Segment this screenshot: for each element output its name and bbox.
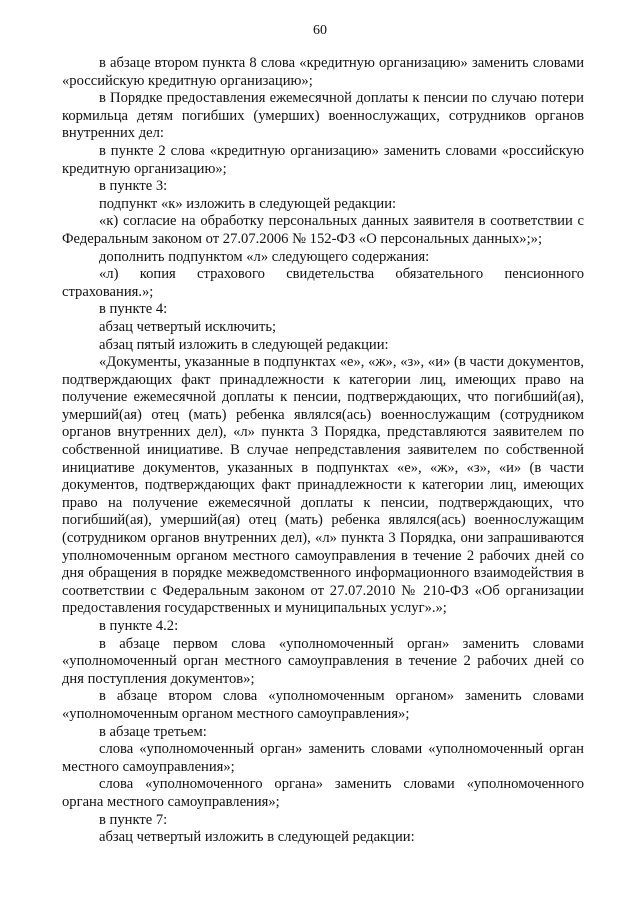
paragraph: в Порядке предоставления ежемесячной доплаты к пенсии по случаю потери кормильца детям погибших (умерших) военнослужащих, сотрудников органов внутренних дел: xyxy=(62,90,584,142)
paragraph: абзац пятый изложить в следующей редакции: xyxy=(99,336,389,353)
paragraph: в пункте 2 слова «кредитную организацию» заменить словами «российскую кредитную организацию»; xyxy=(62,142,584,177)
paragraph: слова «уполномоченный орган» заменить словами «уполномоченный орган местного самоуправления»; xyxy=(62,741,584,775)
paragraph: в пункте 3: xyxy=(99,178,168,195)
page-number: 60 xyxy=(313,23,327,38)
paragraph: в пункте 4: xyxy=(99,301,168,318)
paragraph: в абзаце втором слова «уполномоченным органом» заменить словами «уполномоченным органом местного самоуправления»; xyxy=(62,688,584,722)
paragraph: в абзаце третьем: xyxy=(99,723,207,740)
paragraph: абзац четвертый изложить в следующей редакции: xyxy=(99,829,415,846)
paragraph: абзац четвертый исключить; xyxy=(99,318,277,335)
paragraph: «Документы, указанные в подпунктах «е», «ж», «з», «и» (в части документов, подтверждающих факт принадлежности к категории лиц, имеющих право на получение ежемесячной доплаты к пенсии, подтверждающих, что погибший(ая), умерший(ая) отец (мать) ребенка являлся(ась) военнослужащим (сотрудником органов внутренних дел), «л» пункта 3 Порядка, представляются заявителем по собственной инициативе. В случае непредставления заявителем по собственной инициативе документов, указанных в подпунктах «е», «ж», «з», «и» (в части документов, подтверждающих факт принадлежности к категории лиц, имеющих право на получение ежемесячной доплаты к пенсии, подтверждающих, что погибший(ая), умерший(ая) отец (мать) ребенка являлся(ась) военнослужащим (сотрудником органов внутренних дел), «л» пункта 3 Порядка, они запрашиваются уполномоченным органом местного самоуправления в течение 2 рабочих дней со дня обращения в порядке межведомственного информационного взаимодействия в соответствии с Федеральным законом от 27.07.2010 № 210-ФЗ «Об организации предоставления государственных и муниципальных услуг».»; xyxy=(62,354,584,617)
paragraph: «к) согласие на обработку персональных данных заявителя в соответствии с Федеральным законом от 27.07.2006 № 152-ФЗ «О персональных данных»;»; xyxy=(62,213,584,247)
document-body xyxy=(62,55,584,847)
paragraph: дополнить подпунктом «л» следующего содержания: xyxy=(99,248,430,265)
paragraph: подпункт «к» изложить в следующей редакции: xyxy=(99,195,397,212)
paragraph: в пункте 4.2: xyxy=(99,618,179,634)
paragraph: «л) копия страхового свидетельства обязательного пенсионного страхования.»; xyxy=(62,266,584,300)
paragraph: в пункте 7: xyxy=(99,811,168,828)
paragraph: в абзаце первом слова «уполномоченный орган» заменить словами «уполномоченный орган местного самоуправления в течение 2 рабочих дней со дня поступления документов»; xyxy=(62,635,584,687)
paragraph: слова «уполномоченного органа» заменить словами «уполномоченного органа местного самоуправления»; xyxy=(62,776,584,810)
paragraph: в абзаце втором пункта 8 слова «кредитную организацию» заменить словами «российскую кредитную организацию»; xyxy=(62,55,584,89)
